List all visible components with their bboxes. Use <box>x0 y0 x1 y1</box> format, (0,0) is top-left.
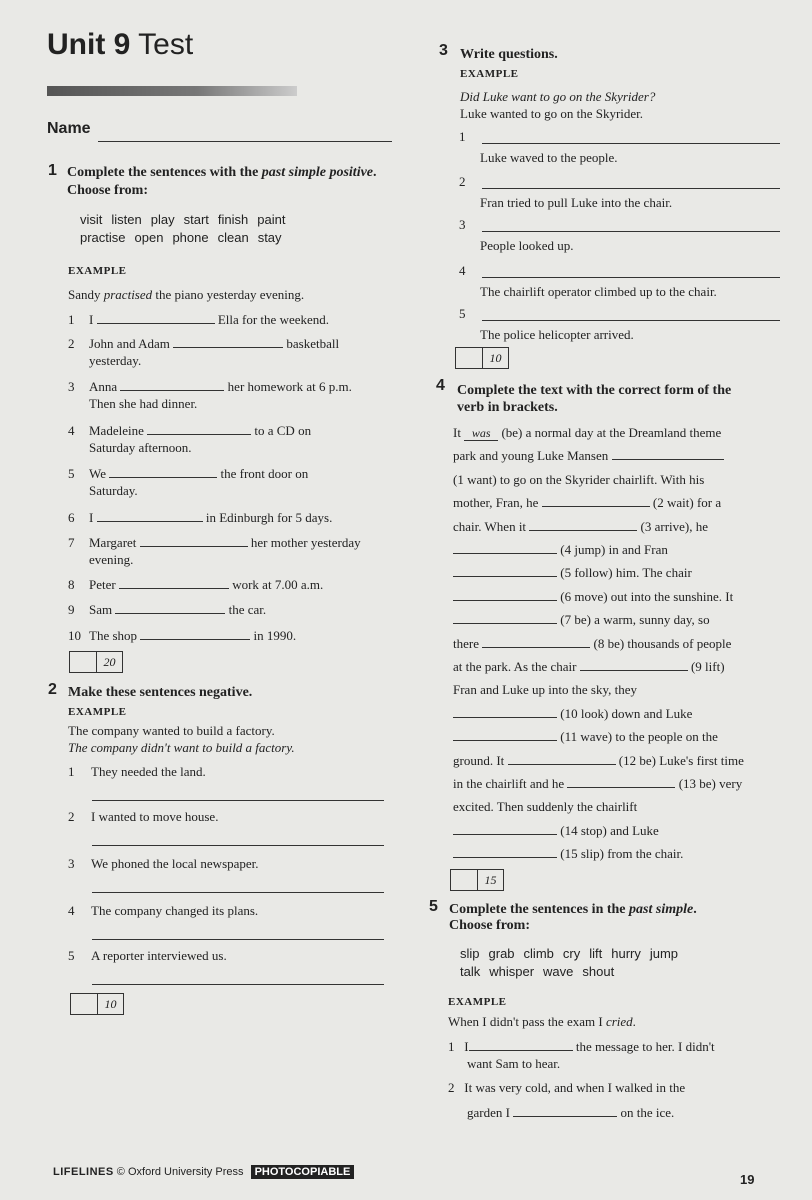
word-bank-word: slip <box>460 946 480 961</box>
item-text: the front door on <box>220 466 309 481</box>
section-5-word-bank <box>460 945 760 981</box>
section-4-instructions-2: verb in brackets. <box>457 400 558 415</box>
item-text: Margaret <box>89 535 137 550</box>
item-continuation: evening. <box>89 552 134 567</box>
section-3-number: 3 <box>439 42 448 59</box>
text: chair. When it <box>453 519 527 534</box>
answer-line[interactable] <box>482 188 780 189</box>
text: (6 move) out into the sunshine. It <box>560 589 734 604</box>
item-body <box>89 335 398 352</box>
text: (1 want) to go on the Skyrider chairlift. With his <box>453 472 705 487</box>
text-line <box>453 822 783 839</box>
answer-line[interactable] <box>92 984 384 985</box>
section-5-number: 5 <box>429 898 438 915</box>
answer-blank[interactable] <box>140 627 250 640</box>
answer-line[interactable] <box>92 892 384 893</box>
answer-blank[interactable] <box>529 518 637 531</box>
word-bank-word: paint <box>257 212 286 227</box>
word-bank-word: whisper <box>489 964 535 979</box>
word-bank-word: listen <box>111 212 142 227</box>
item-statement: The police helicopter arrived. <box>480 327 634 342</box>
item-number: 9 <box>68 602 75 617</box>
section-2-instructions: Make these sentences negative. <box>68 685 253 700</box>
answer-blank[interactable] <box>453 588 557 601</box>
name-label: Name <box>47 120 91 137</box>
text: It <box>453 425 461 440</box>
item-number: 3 <box>459 217 466 232</box>
answer-blank[interactable] <box>453 611 557 624</box>
item-text: The company changed its plans. <box>91 903 259 918</box>
item-number: 1 <box>68 312 75 327</box>
text: (8 be) thousands of people <box>593 636 732 651</box>
item-continuation: yesterday. <box>89 353 142 368</box>
answer-blank[interactable] <box>97 509 203 522</box>
item-text: Anna <box>89 379 118 394</box>
text-line <box>453 611 783 628</box>
section-1-word-bank <box>80 211 380 247</box>
section-2-example-label: EXAMPLE <box>68 706 127 718</box>
item-body <box>89 465 398 482</box>
item-body <box>89 534 398 551</box>
text: (be) a normal day at the Dreamland theme <box>501 425 722 440</box>
word-bank-word: wave <box>543 964 574 979</box>
answer-line[interactable] <box>482 320 780 321</box>
text: (3 arrive), he <box>640 519 709 534</box>
item-number: 2 <box>459 174 466 189</box>
item-text: work at 7.00 a.m. <box>232 577 324 592</box>
text: Fran and Luke up into the sky, they <box>453 682 638 697</box>
section-3-score-box: 10 <box>455 347 509 369</box>
word-bank-word: start <box>183 212 209 227</box>
answer-line[interactable] <box>92 939 384 940</box>
text: park and young Luke Mansen <box>453 448 609 463</box>
section-5-item-1: 1 I the message to her. I didn't <box>448 1039 715 1054</box>
name-field[interactable] <box>98 141 392 142</box>
exercise-item <box>68 311 398 328</box>
section-3-example-statement: Luke wanted to go on the Skyrider. <box>460 106 644 121</box>
item-body <box>89 627 398 644</box>
section-3-example-question: Did Luke want to go on the Skyrider? <box>460 89 656 104</box>
item-number: 8 <box>68 577 75 592</box>
word-bank-word: shout <box>582 964 615 979</box>
item-text: Peter <box>89 577 116 592</box>
section-2-example-answer: The company didn't want to build a factory. <box>68 740 295 755</box>
exercise-item <box>68 422 398 456</box>
exercise-item <box>68 335 398 369</box>
answer-blank[interactable] <box>453 564 557 577</box>
word-bank-word: hurry <box>611 946 641 961</box>
exercise-item <box>68 378 398 412</box>
item-statement: Fran tried to pull Luke into the chair. <box>480 195 673 210</box>
item-number: 7 <box>68 535 75 550</box>
section-1-example: Sandy practised the piano yesterday evening. <box>68 287 305 302</box>
item-text: The shop <box>89 628 138 643</box>
item-text: basketball <box>286 336 340 351</box>
item-text: the car. <box>228 602 267 617</box>
text: at the park. As the chair <box>453 659 577 674</box>
word-bank-word: climb <box>523 946 554 961</box>
text: ground. It <box>453 753 505 768</box>
section-5-instructions: Complete the sentences in the past simple. <box>449 902 697 917</box>
item-number: 5 <box>459 306 466 321</box>
word-bank-word: grab <box>488 946 515 961</box>
item-body <box>89 576 398 593</box>
item-text: John and Adam <box>89 336 170 351</box>
item-text: I <box>89 312 94 327</box>
item-text: in Edinburgh for 5 days. <box>205 510 333 525</box>
item-body <box>89 311 398 328</box>
item-continuation: Saturday afternoon. <box>89 440 192 455</box>
item-body <box>89 378 398 395</box>
item-statement: Luke waved to the people. <box>480 150 618 165</box>
section-3-example-label: EXAMPLE <box>460 68 519 80</box>
item-text: I <box>89 510 94 525</box>
text-line <box>453 471 783 488</box>
item-number: 4 <box>68 423 75 438</box>
exercise-item <box>68 627 398 644</box>
exercise-item <box>68 947 388 964</box>
text: excited. Then suddenly the chairlift <box>453 799 638 814</box>
text-line <box>453 447 783 464</box>
exercise-item <box>68 601 398 618</box>
section-5-instructions-2: Choose from: <box>449 918 531 933</box>
item-continuation: Saturday. <box>89 483 138 498</box>
title-bar <box>47 86 297 96</box>
item-text: Ella for the weekend. <box>217 312 330 327</box>
word-bank-word: cry <box>562 946 581 961</box>
text-line <box>453 752 783 769</box>
section-4-instructions-1: Complete the text with the correct form of the <box>457 383 732 398</box>
answer-blank[interactable] <box>140 534 248 547</box>
text-line <box>453 424 783 441</box>
text: (4 jump) in and Fran <box>560 542 668 557</box>
item-number: 1 <box>68 764 75 779</box>
item-body <box>89 509 398 526</box>
text-line <box>453 658 783 675</box>
exercise-item <box>68 534 398 568</box>
text-line <box>453 518 783 535</box>
answer-blank[interactable] <box>453 705 557 718</box>
item-body <box>89 601 398 618</box>
answer-blank[interactable] <box>453 845 557 858</box>
item-text: her mother yesterday <box>250 535 361 550</box>
answer-blank[interactable] <box>513 1104 617 1117</box>
answer-line[interactable] <box>482 143 780 144</box>
text: (9 lift) <box>690 659 725 674</box>
item-continuation: Then she had dinner. <box>89 396 198 411</box>
text-line <box>453 728 783 745</box>
text-line <box>453 635 783 652</box>
section-5-item-2-cont: garden I on the ice. <box>467 1105 675 1120</box>
item-text: We <box>89 466 106 481</box>
item-statement: The chairlift operator climbed up to the chair. <box>480 284 717 299</box>
item-statement: People looked up. <box>480 238 574 253</box>
word-bank-word: lift <box>589 946 603 961</box>
section-5-example-label: EXAMPLE <box>448 996 507 1008</box>
section-2-score-box: 10 <box>70 993 124 1015</box>
word-bank-word: finish <box>217 212 249 227</box>
exercise-item <box>68 763 388 780</box>
section-5-item-2: 2 It was very cold, and when I walked in the <box>448 1080 686 1095</box>
text: (15 slip) from the chair. <box>560 846 684 861</box>
section-1-instructions: Complete the sentences with the past simple positive. Choose from: <box>67 165 377 198</box>
section-2-example: The company wanted to build a factory. <box>68 723 275 738</box>
text-line <box>453 798 783 815</box>
answer-blank[interactable] <box>469 1038 573 1051</box>
answer-blank[interactable] <box>453 822 557 835</box>
item-text: They needed the land. <box>91 764 206 779</box>
text: (7 be) a warm, sunny day, so <box>560 612 710 627</box>
section-4-number: 4 <box>436 377 445 394</box>
section-1-number: 1 <box>48 162 57 179</box>
page-number: 19 <box>740 1172 755 1187</box>
item-number: 5 <box>68 948 75 963</box>
word-bank-word: practise <box>80 230 126 245</box>
item-text: in 1990. <box>253 628 297 643</box>
text-line <box>453 494 783 511</box>
item-number: 1 <box>459 129 466 144</box>
item-text: her homework at 6 p.m. <box>227 379 352 394</box>
item-number: 10 <box>68 628 81 643</box>
photocopiable-badge: PHOTOCOPIABLE <box>251 1165 355 1179</box>
text: (5 follow) him. The chair <box>560 565 692 580</box>
answer-blank[interactable] <box>147 422 251 435</box>
text: there <box>453 636 479 651</box>
answer-blank[interactable] <box>109 465 217 478</box>
item-number: 5 <box>68 466 75 481</box>
answer-line[interactable] <box>482 277 780 278</box>
text: mother, Fran, he <box>453 495 539 510</box>
section-4-score-box: 15 <box>450 869 504 891</box>
item-number: 3 <box>68 856 75 871</box>
answer-line[interactable] <box>482 231 780 232</box>
text-line <box>453 681 783 698</box>
answer-blank[interactable] <box>542 494 650 507</box>
word-bank-word: visit <box>80 212 103 227</box>
text: (2 wait) for a <box>652 495 722 510</box>
exercise-item <box>68 509 398 526</box>
word-bank-word: talk <box>460 964 481 979</box>
text-line <box>453 775 783 792</box>
page-title: Unit 9 Test <box>47 28 194 61</box>
answer-blank[interactable] <box>173 335 283 348</box>
text: (10 look) down and Luke <box>560 706 693 721</box>
answer-blank[interactable] <box>567 775 675 788</box>
answer-blank[interactable] <box>580 658 688 671</box>
answer-blank[interactable] <box>453 728 557 741</box>
item-text: We phoned the local newspaper. <box>91 856 259 871</box>
word-bank-word: clean <box>217 230 249 245</box>
answer-blank[interactable] <box>120 378 224 391</box>
section-5-item-1-cont: want Sam to hear. <box>467 1056 561 1071</box>
word-bank-word: play <box>150 212 175 227</box>
text-line <box>453 845 783 862</box>
footer: LIFELINES © Oxford University Press PHOTOCOPIABLE <box>53 1166 354 1178</box>
item-number: 2 <box>68 809 75 824</box>
word-bank-word: phone <box>172 230 209 245</box>
exercise-item <box>68 576 398 593</box>
example-answer: was <box>464 428 498 441</box>
item-number: 4 <box>68 903 75 918</box>
answer-blank[interactable] <box>453 541 557 554</box>
item-text: Sam <box>89 602 113 617</box>
item-text: I wanted to move house. <box>91 809 219 824</box>
exercise-item <box>68 465 398 499</box>
word-bank-word: stay <box>257 230 282 245</box>
answer-blank[interactable] <box>612 447 724 460</box>
item-text: A reporter interviewed us. <box>91 948 227 963</box>
answer-blank[interactable] <box>508 752 616 765</box>
word-bank-word: open <box>134 230 164 245</box>
section-1-example-label: EXAMPLE <box>68 265 127 277</box>
answer-blank[interactable] <box>97 311 215 324</box>
section-2-number: 2 <box>48 681 57 698</box>
exercise-item <box>68 902 388 919</box>
text-line <box>453 564 783 581</box>
section-1-score-box: 20 <box>69 651 123 673</box>
answer-blank[interactable] <box>119 576 229 589</box>
item-number: 3 <box>68 379 75 394</box>
answer-line[interactable] <box>92 800 384 801</box>
text-line <box>453 541 783 558</box>
answer-blank[interactable] <box>482 635 590 648</box>
exercise-item <box>68 855 388 872</box>
answer-blank[interactable] <box>115 601 225 614</box>
text: (12 be) Luke's first time <box>618 753 744 768</box>
item-text: Madeleine <box>89 423 144 438</box>
word-bank-word: jump <box>649 946 679 961</box>
text: (13 be) very <box>678 776 743 791</box>
exercise-item <box>68 808 388 825</box>
text: in the chairlift and he <box>453 776 565 791</box>
item-number: 4 <box>459 263 466 278</box>
section-3-instructions: Write questions. <box>460 47 558 62</box>
section-5-example: When I didn't pass the exam I cried. <box>448 1014 636 1029</box>
text-line <box>453 588 783 605</box>
item-body <box>89 422 398 439</box>
text-line <box>453 705 783 722</box>
text: (11 wave) to the people on the <box>560 729 718 744</box>
item-number: 6 <box>68 510 75 525</box>
item-text: to a CD on <box>254 423 312 438</box>
answer-line[interactable] <box>92 845 384 846</box>
text: (14 stop) and Luke <box>560 823 659 838</box>
item-number: 2 <box>68 336 75 351</box>
